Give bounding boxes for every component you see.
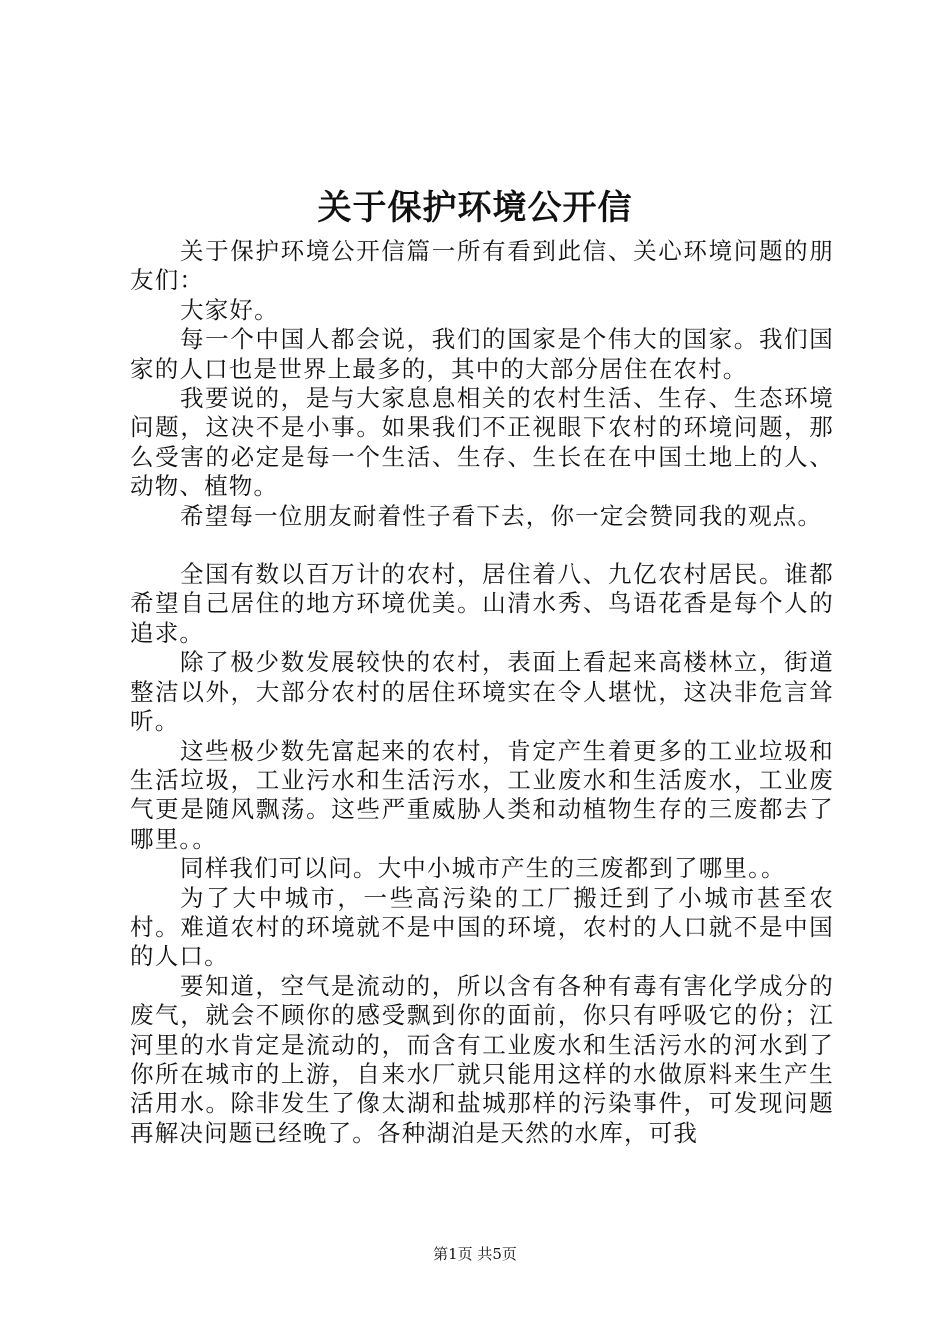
paragraph: 同样我们可以问。大中小城市产生的三废都到了哪里。。: [180, 854, 786, 883]
paragraph: 希望每一位朋友耐着性子看下去，你一定会赞同我的观点。: [180, 501, 823, 530]
paragraph: 为了大中城市，一些高污染的工厂搬迁到了小城市甚至农村。难道农村的环境就不是中国的环境，农村的人口就不是中国的人口。: [130, 883, 834, 971]
document-body: [130, 237, 834, 1148]
page-number-footer: 第1页 共5页: [433, 1245, 517, 1263]
paragraph: 要知道，空气是流动的，所以含有各种有毒有害化学成分的废气，就会不顾你的感受飘到你的面前，你只有呼吸它的份；江河里的水肯定是流动的，而含有工业废水和生活污水的河水到了你所在城市的上游，自来水厂就只能用这样的水做原料来生产生活用水。除非发生了像太湖和盐城那样的污染事件，可发现问题再解决问题已经晚了。各种湖泊是天然的水库，可我: [130, 971, 834, 1147]
paragraph: 大家好。: [180, 295, 279, 324]
paragraph: 我要说的，是与大家息息相关的农村生活、生存、生态环境问题，这决不是小事。如果我们不正视眼下农村的环境问题，那么受害的必定是每一个生活、生存、生长在在中国土地上的人、动物、植物。: [130, 384, 834, 501]
paragraph: 每一个中国人都会说，我们的国家是个伟大的国家。我们国家的人口也是世界上最多的，其中的大部分居住在农村。: [130, 325, 834, 383]
paragraph: 全国有数以百万计的农村，居住着八、九亿农村居民。谁都希望自己居住的地方环境优美。山清水秀、鸟语花香是每个人的追求。: [130, 560, 834, 647]
paragraph: 这些极少数先富起来的农村，肯定产生着更多的工业垃圾和生活垃圾，工业污水和生活污水，工业废水和生活废水，工业废气更是随风飘荡。这些严重威胁人类和动植物生存的三废都去了哪里。。: [130, 736, 834, 853]
paragraph: 关于保护环境公开信篇一所有看到此信、关心环境问题的朋友们：: [130, 237, 834, 295]
paragraph: 除了极少数发展较快的农村，表面上看起来高楼林立，街道整洁以外，大部分农村的居住环境实在令人堪忧，这决非危言耸听。: [130, 648, 834, 736]
document-title: 关于保护环境公开信: [317, 188, 633, 228]
